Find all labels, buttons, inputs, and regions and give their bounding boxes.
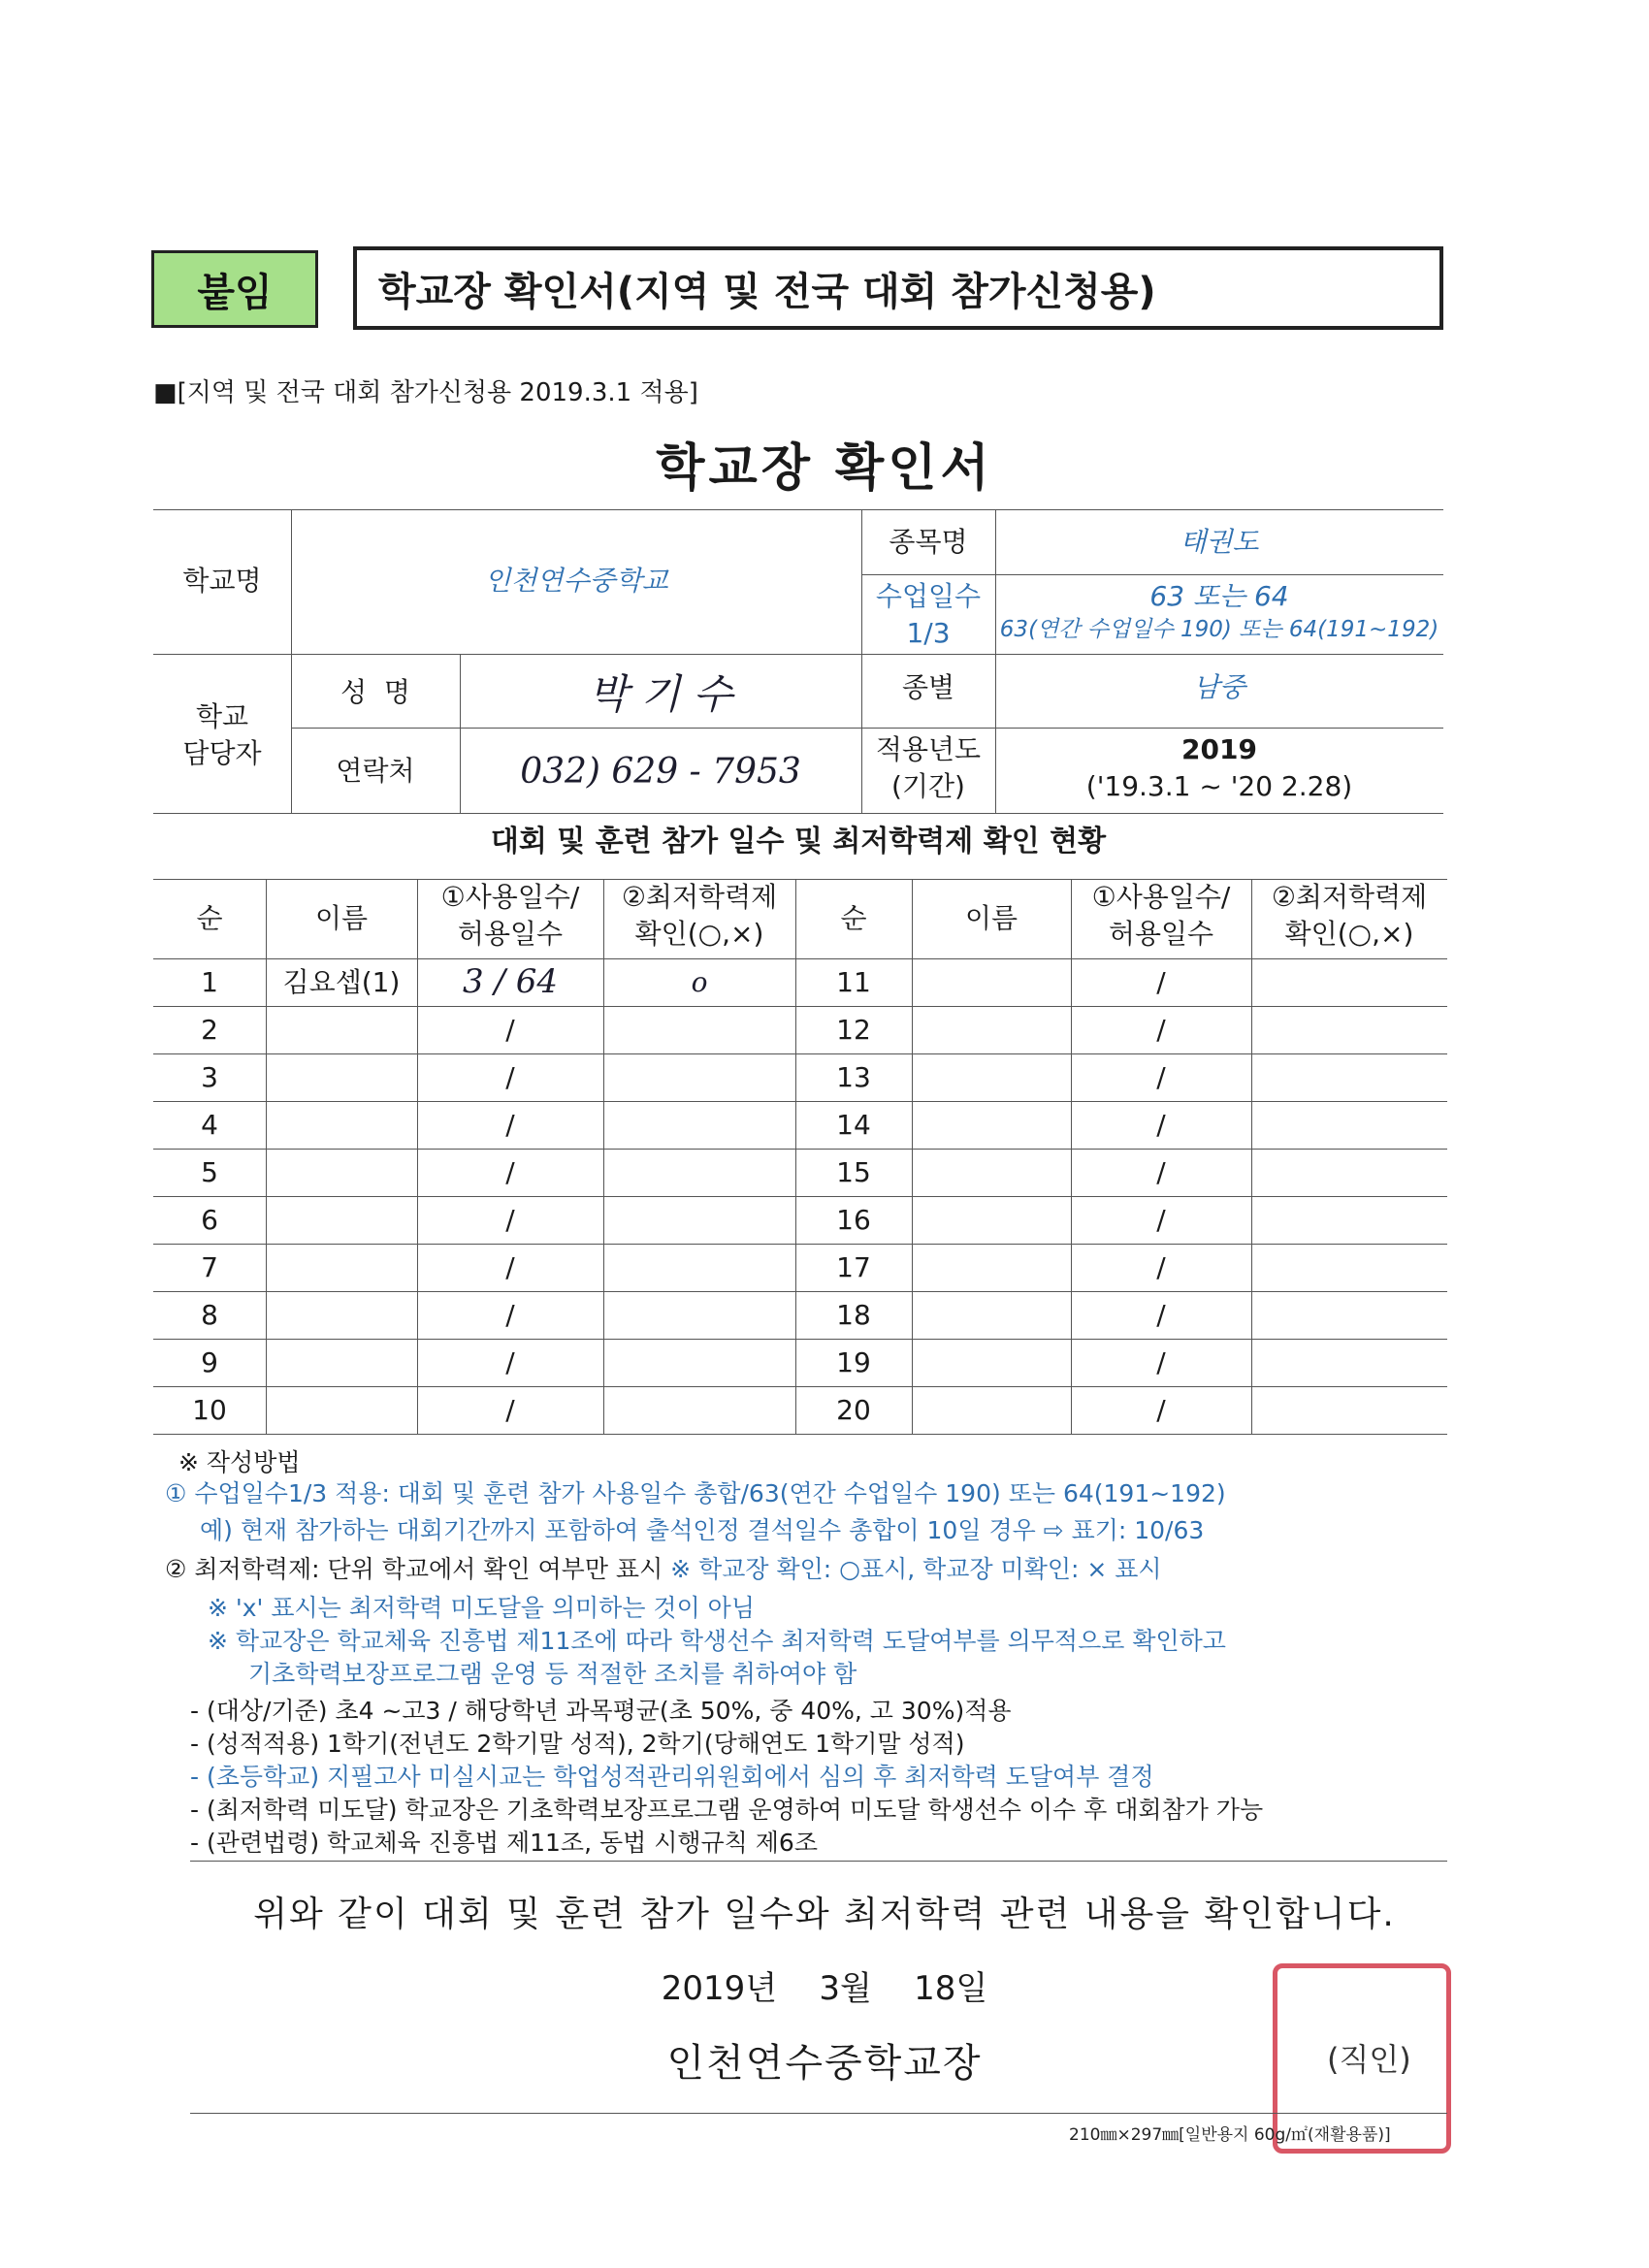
category-label: 종별	[901, 671, 955, 703]
row-number: 17	[836, 1251, 871, 1283]
row-number: 6	[201, 1204, 218, 1236]
row-number: 7	[201, 1251, 218, 1283]
rule	[153, 1386, 1447, 1387]
row-number: 20	[836, 1394, 871, 1426]
header-num: 순	[196, 902, 223, 934]
row-days: /	[1156, 1204, 1166, 1236]
detail-3: - (초등학교) 지필고사 미실시교는 학업성적관리위원회에서 심의 후 최저학력 도달여부 결정	[190, 1763, 1154, 1791]
name-label: 성 명	[340, 676, 410, 708]
issue-date: 2019년 3월 18일	[661, 1969, 988, 2008]
class-days-label-line1: 수업일수	[875, 580, 982, 612]
note-4a: ※ 학교장은 학교체육 진흥법 제11조에 따라 학생선수 최저학력 도달여부를 의무적으로 확인하고	[208, 1627, 1226, 1655]
category-value: 남중	[1192, 671, 1246, 703]
row-days: 3 / 64	[463, 962, 558, 1001]
header-min	[603, 879, 795, 953]
row-days: /	[1156, 1346, 1166, 1378]
header-days	[417, 879, 603, 953]
class-days-label	[861, 578, 995, 652]
header-days	[1071, 879, 1251, 953]
rule	[190, 2113, 1447, 2114]
header-days-line1: ①사용일수/	[1091, 881, 1231, 913]
rule	[291, 728, 1443, 729]
rule	[153, 1101, 1447, 1102]
row-days: /	[505, 1204, 515, 1236]
year-label	[861, 731, 995, 805]
row-number: 5	[201, 1156, 218, 1188]
row-number: 14	[836, 1109, 871, 1141]
row-days: /	[1156, 1394, 1166, 1426]
rule	[153, 813, 1443, 814]
period-value: ('19.3.1 ~ '20 2.28)	[1085, 769, 1353, 802]
rule	[912, 879, 913, 1434]
row-days: /	[1156, 1061, 1166, 1093]
school-name: 인천연수중학교	[484, 565, 668, 597]
person-label-line1: 학교	[195, 700, 249, 732]
instructions-heading: ※ 작성방법	[178, 1448, 301, 1476]
row-days: /	[505, 1299, 515, 1331]
row-days: /	[1156, 1299, 1166, 1331]
row-number: 1	[201, 966, 218, 998]
row-number: 4	[201, 1109, 218, 1141]
row-number: 15	[836, 1156, 871, 1188]
note-2b-text: ※ 학교장 확인: ○표시, 학교장 미확인: × 표시	[670, 1555, 1162, 1583]
row-name: 김요셉(1)	[282, 966, 401, 998]
row-min-check: o	[691, 966, 708, 998]
row-days: /	[505, 1251, 515, 1283]
header-min-line2: 확인(○,×)	[634, 917, 764, 950]
row-number: 13	[836, 1061, 871, 1093]
row-days: /	[505, 1109, 515, 1141]
year-value-number: 2019	[1181, 733, 1257, 765]
header-num: 순	[840, 902, 867, 934]
note-2a	[165, 1550, 1162, 1585]
contact-value-handwritten: 032) 629 - 7953	[520, 752, 801, 792]
confirmation-statement: 위와 같이 대회 및 훈련 참가 일수와 최저학력 관련 내용을 확인합니다.	[253, 1895, 1396, 1934]
header-days-line2: 허용일수	[457, 917, 564, 950]
header-days-line1: ①사용일수/	[440, 881, 580, 913]
header-name: 이름	[314, 902, 369, 934]
rule	[153, 1291, 1447, 1292]
rule	[153, 1434, 1447, 1435]
main-title: 학교장 확인서	[656, 439, 993, 498]
rule	[153, 1149, 1447, 1150]
rule	[1251, 879, 1252, 1434]
rule	[190, 1861, 1447, 1862]
header-days-line2: 허용일수	[1108, 917, 1214, 950]
row-number: 8	[201, 1299, 218, 1331]
row-days: /	[1156, 1109, 1166, 1141]
rule	[153, 1053, 1447, 1054]
note-3: ※ 'x' 표시는 최저학력 미도달을 의미하는 것이 아님	[208, 1594, 755, 1622]
row-days: /	[505, 1394, 515, 1426]
row-number: 2	[201, 1014, 218, 1046]
document-title: 학교장 확인서(지역 및 전국 대회 참가신청용)	[378, 269, 1156, 314]
attachment-badge	[151, 250, 318, 328]
row-days: /	[1156, 1156, 1166, 1188]
row-number: 19	[836, 1346, 871, 1378]
rule	[153, 1006, 1447, 1007]
header-min-line1: ②최저학력제	[621, 881, 778, 913]
note-1b: 예) 현재 참가하는 대회기간까지 포함하여 출석인정 결석일수 총합이 10일 경우 ⇨ 표기: 10/63	[200, 1516, 1205, 1544]
row-number: 9	[201, 1346, 218, 1378]
applies-note: ■[지역 및 전국 대회 참가신청용 2019.3.1 적용]	[153, 378, 698, 407]
seal-label: (직인)	[1327, 2041, 1411, 2078]
paper-spec: 210㎜×297㎜[일반용지 60g/㎡(재활용품)]	[1069, 2125, 1391, 2145]
rule	[153, 509, 1443, 510]
detail-5: - (관련법령) 학교체육 진흥법 제11조, 동법 시행규칙 제6조	[190, 1829, 818, 1857]
person-label-line2: 담당자	[182, 736, 262, 769]
row-days: /	[505, 1346, 515, 1378]
rule	[603, 879, 604, 1434]
rule	[153, 1244, 1447, 1245]
participation-table-title: 대회 및 훈련 참가 일수 및 최저학력제 확인 현황	[490, 825, 1107, 859]
year-value	[995, 731, 1443, 805]
detail-1: - (대상/기준) 초4 ~고3 / 해당학년 과목평균(초 50%, 중 40%, 고 30%)적용	[190, 1697, 1012, 1725]
name-value-handwritten: 박 기 수	[588, 670, 733, 718]
sport-label: 종목명	[889, 526, 968, 558]
class-days-value-line2: 63(연간 수업일수 190) 또는 64(191~192)	[999, 616, 1439, 642]
row-days: /	[505, 1014, 515, 1046]
rule	[861, 574, 1443, 575]
rule	[153, 654, 1443, 655]
sport-value: 태권도	[1180, 526, 1259, 558]
note-4b: 기초학력보장프로그램 운영 등 적절한 조치를 취하여야 함	[248, 1660, 857, 1688]
row-days: /	[1156, 966, 1166, 998]
rule	[153, 1196, 1447, 1197]
class-days-label-line2: 1/3	[906, 616, 951, 649]
row-days: /	[1156, 1014, 1166, 1046]
year-label-line2: (기간)	[891, 769, 965, 802]
header-name: 이름	[964, 902, 1018, 934]
row-number: 12	[836, 1014, 871, 1046]
rule	[153, 958, 1447, 959]
year-label-line1: 적용년도	[875, 733, 982, 765]
header-min-line1: ②최저학력제	[1271, 881, 1428, 913]
attachment-label: 붙임	[197, 270, 273, 315]
note-1a: ① 수업일수1/3 적용: 대회 및 훈련 참가 사용일수 총합/63(연간 수업일수 190) 또는 64(191~192)	[165, 1479, 1226, 1507]
row-days: /	[505, 1061, 515, 1093]
class-days-value	[995, 578, 1443, 645]
person-in-charge-label	[153, 698, 291, 772]
detail-2: - (성적적용) 1학기(전년도 2학기말 성적), 2학기(당해연도 1학기말 성적)	[190, 1730, 965, 1758]
row-number: 16	[836, 1204, 871, 1236]
row-number: 10	[192, 1394, 227, 1426]
class-days-value-line1: 63 또는 64	[1149, 580, 1289, 612]
rule	[266, 879, 267, 1434]
note-2a-text: ② 최저학력제: 단위 학교에서 확인 여부만 표시	[165, 1555, 663, 1583]
document-title-box	[353, 246, 1443, 330]
row-days: /	[1156, 1251, 1166, 1283]
row-days: /	[505, 1156, 515, 1188]
row-number: 11	[836, 966, 871, 998]
row-number: 3	[201, 1061, 218, 1093]
school-name-label: 학교명	[182, 565, 262, 597]
header-min	[1251, 879, 1447, 953]
detail-4: - (최저학력 미도달) 학교장은 기초학력보장프로그램 운영하여 미도달 학생선수 이수 후 대회참가 가능	[190, 1796, 1264, 1824]
rule	[153, 1339, 1447, 1340]
row-number: 18	[836, 1299, 871, 1331]
header-min-line2: 확인(○,×)	[1284, 917, 1414, 950]
contact-label: 연락처	[336, 755, 415, 787]
principal-name: 인천연수중학교장	[666, 2041, 983, 2086]
